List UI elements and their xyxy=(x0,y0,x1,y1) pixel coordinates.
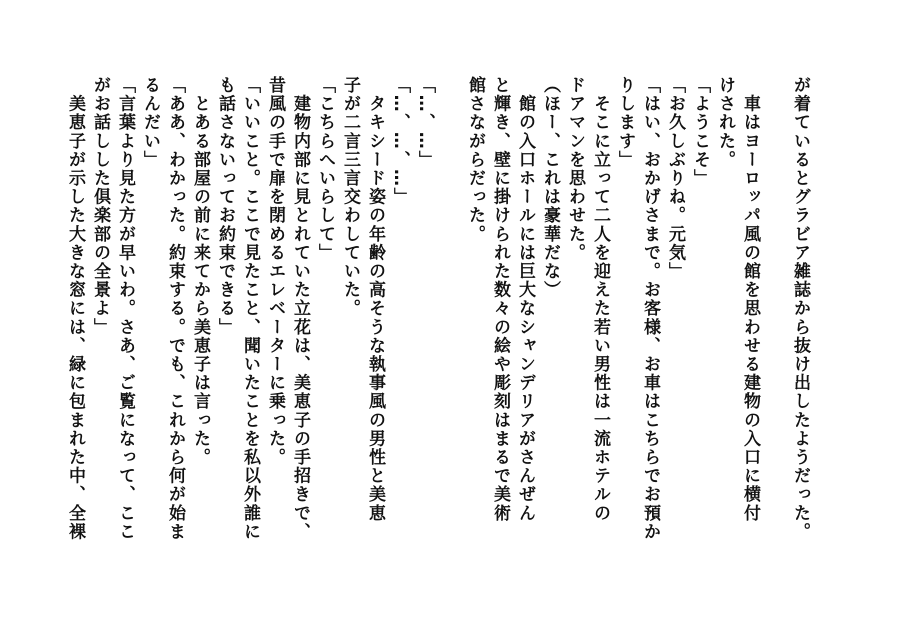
text-line: （ほー、これは豪華だな） xyxy=(540,76,560,300)
text-line: 「こちらへいらして」 xyxy=(315,76,335,262)
text-line: 「ああ、わかった。約束する。でも、これから何が始ま xyxy=(165,76,185,541)
text-line: 美恵子が示した大きな窓には、緑に包まれた中、全裸 xyxy=(65,76,85,541)
text-line: も話さないってお約束できる」 xyxy=(215,76,235,337)
blank-line xyxy=(762,76,787,576)
blank-line xyxy=(437,76,462,576)
text-line: 「いいこと。ここで見たこと、聞いたことを私以外誰に xyxy=(240,76,260,541)
text-line: 「…、…、…」 xyxy=(390,76,410,207)
text-line: がお話しした倶楽部の全景よ」 xyxy=(90,76,110,337)
text-line: 昔風の手で扉を閉めるエレベーターに乗った。 xyxy=(265,76,285,467)
text-line: るんだい」 xyxy=(140,76,160,169)
text-line: そこに立って二人を迎えた若い男性は一流ホテルの xyxy=(590,76,610,523)
text-line: 子が二言三言交わしていた。 xyxy=(340,76,360,318)
text-line: が着ているとグラビア雑誌から抜け出したようだった。 xyxy=(790,76,810,541)
text-line: ドアマンを思わせた。 xyxy=(565,76,585,262)
text-line: りします」 xyxy=(615,76,635,169)
text-line: 「…、…」 xyxy=(415,76,435,169)
text-line: 「お久しぶりね。元気」 xyxy=(665,76,685,281)
text-line: と輝き、壁に掛けられた数々の絵や彫刻はまるで美術 xyxy=(490,76,510,523)
text-line: 「言葉より見た方が早いわ。さあ、ご覧になって、ここ xyxy=(115,76,135,541)
text-line: とある部屋の前に来てから美恵子は言った。 xyxy=(190,76,210,467)
text-line: 館さながらだった。 xyxy=(465,76,485,244)
text-line: 「はい、おかげさまで。お客様、お車はこちらでお預か xyxy=(640,76,660,541)
text-line: タキシード姿の年齢の高そうな執事風の男性と美恵 xyxy=(365,76,385,523)
text-line: 車はヨーロッパ風の館を思わせる建物の入口に横付 xyxy=(740,76,760,523)
text-line: 「ようこそ」 xyxy=(690,76,710,188)
text-line: 館の入口ホールには巨大なシャンデリアがさんぜん xyxy=(515,76,535,523)
text-line: 建物内部に見とれていた立花は、美恵子の手招きで、 xyxy=(290,76,310,541)
vertical-text-body xyxy=(62,76,812,576)
text-line: けされた。 xyxy=(715,76,735,169)
